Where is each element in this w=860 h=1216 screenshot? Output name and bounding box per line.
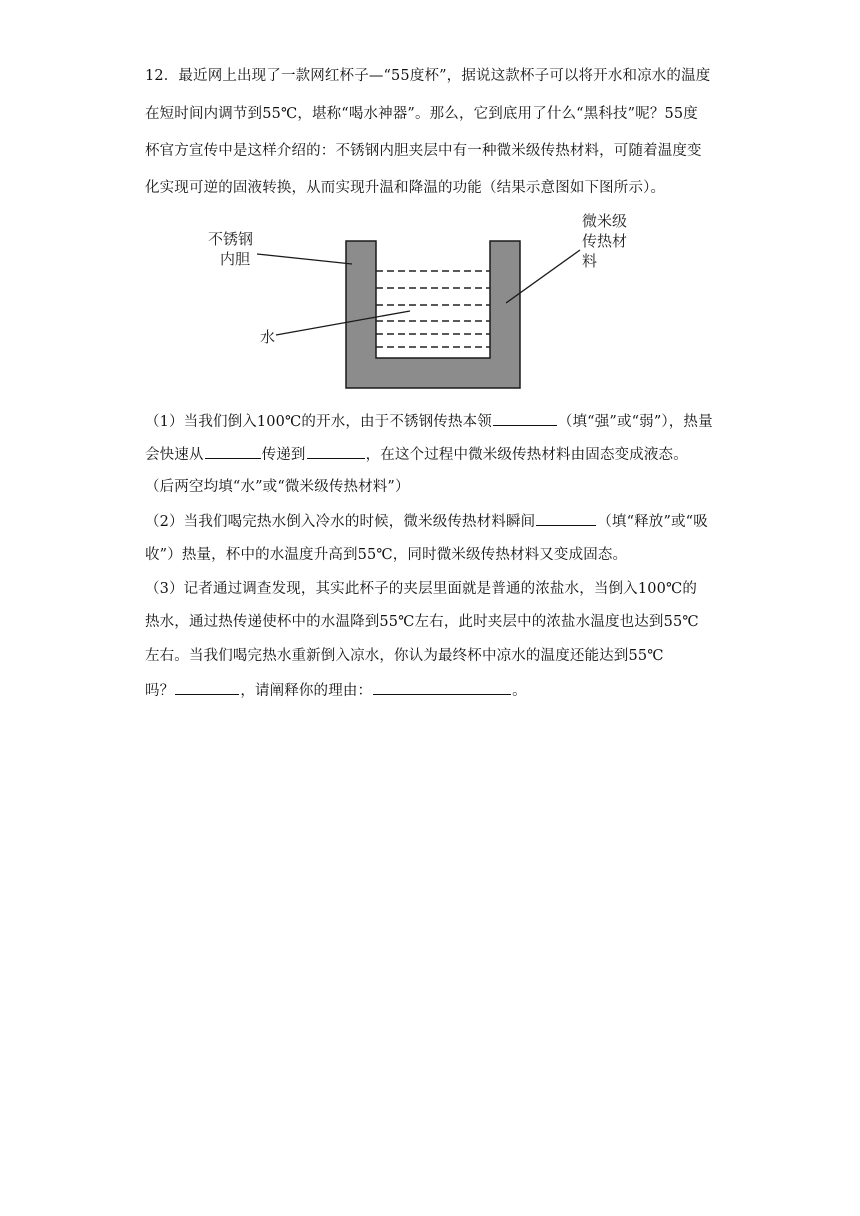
part3-text-d: 吗？: [145, 683, 175, 699]
part3-line-1: （3）记者通过调查发现，其实此杯子的夹层里面就是普通的浓盐水，当倒入100℃的: [145, 581, 697, 597]
answer-blank-release-absorb[interactable]: [536, 511, 596, 526]
answer-blank-reason[interactable]: [373, 680, 511, 695]
part1-line-2: [145, 444, 725, 465]
answer-blank-heat-source[interactable]: [205, 444, 261, 459]
label-water: 水: [260, 328, 276, 346]
part1-text-e: ，在这个过程中微米级传热材料由固态变成液态。: [365, 447, 688, 463]
part3-line-4: [145, 680, 725, 701]
part3-line-2: 热水，通过热传递使杯中的水温降到55℃左右，此时夹层中的浓盐水温度也达到55℃: [145, 614, 699, 630]
part1-line-3: （后两空均填“水”或“微米级传热材料”）: [145, 479, 410, 495]
part1-line-1: [145, 411, 725, 432]
part3-text-f: 。: [512, 683, 527, 699]
question-text-line-3: 杯官方宣传中是这样介绍的：不锈钢内胆夹层中有一种微米级传热材料，可随着温度变: [145, 143, 702, 159]
label-steel-liner-1: 不锈钢: [208, 230, 254, 248]
part1-text-b: （填“强”或“弱”），热量: [557, 414, 713, 430]
part1-text-a: （1）当我们倒入100℃的开水，由于不锈钢传热本领: [145, 414, 492, 430]
answer-blank-conductivity[interactable]: [493, 411, 557, 426]
cup-diagram: [200, 205, 670, 395]
part1-text-d: 传递到: [261, 447, 306, 463]
answer-blank-yes-no[interactable]: [175, 680, 239, 695]
part2-text-b: （填“释放”或“吸: [597, 514, 708, 530]
part2-line-2: 收”）热量，杯中的水温度升高到55℃，同时微米级传热材料又变成固态。: [145, 547, 628, 563]
cup-wall: [346, 241, 520, 388]
question-text-line-1: 12．最近网上出现了一款网红杯子—“55度杯”，据说这款杯子可以将开水和凉水的温度: [145, 68, 711, 84]
label-material-3: 料: [582, 252, 598, 270]
part1-text-c: 会快速从: [145, 447, 204, 463]
label-material-2: 传热材: [582, 232, 628, 250]
part2-text-a: （2）当我们喝完热水倒入冷水的时候，微米级传热材料瞬间: [145, 514, 536, 530]
label-steel-liner-2: 内胆: [220, 250, 251, 268]
label-material-1: 微米级: [582, 212, 628, 230]
part3-line-3: 左右。当我们喝完热水重新倒入凉水，你认为最终杯中凉水的温度还能达到55℃: [145, 648, 664, 664]
question-text-line-4: 化实现可逆的固液转换，从而实现升温和降温的功能（结果示意图如下图所示）。: [145, 180, 666, 196]
part3-text-e: ，请阐释你的理由：: [240, 683, 373, 699]
answer-blank-heat-target[interactable]: [307, 444, 365, 459]
water-levels: [376, 271, 490, 347]
leader-line-steel: [257, 254, 352, 264]
leader-line-water: [276, 311, 410, 335]
part2-line-1: [145, 511, 725, 532]
question-text-line-2: 在短时间内调节到55℃，堪称“喝水神器”。那么，它到底用了什么“黑科技”呢？55度: [145, 106, 698, 122]
